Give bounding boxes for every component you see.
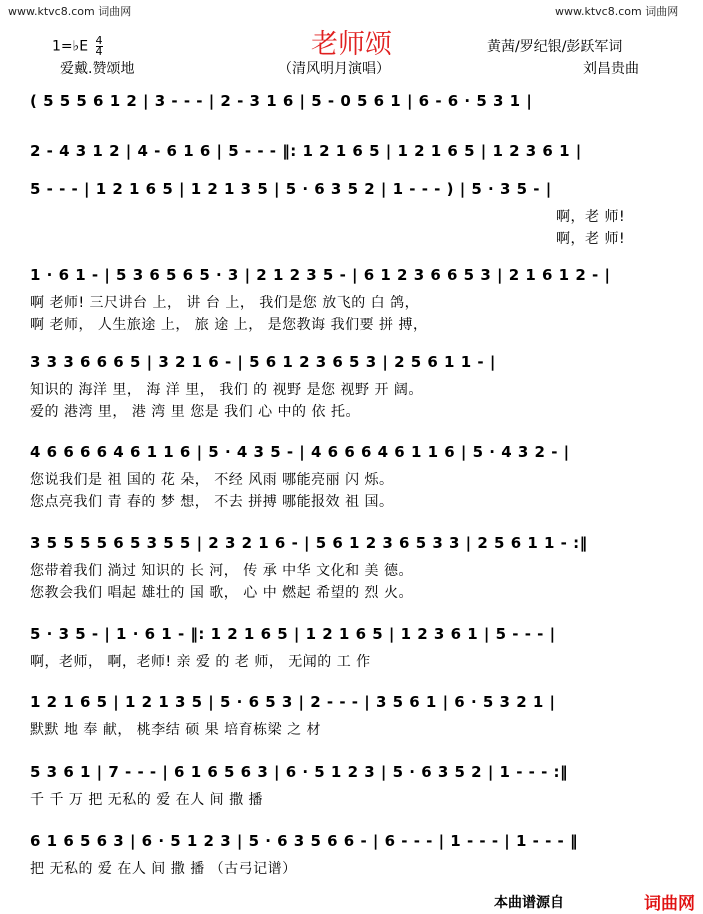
- score-row-6-lyric-2: 您点亮我们 青 春的 梦 想， 不去 拼搏 哪能报效 祖 国。: [30, 494, 394, 510]
- song-title: 老师颂: [311, 29, 392, 60]
- source-note: 本曲谱源自: [494, 895, 564, 911]
- score-row-7-lyric-2: 您教会我们 唱起 雄壮的 国 歌， 心 中 燃起 希望的 烈 火。: [30, 585, 414, 601]
- singer-credit: （清风明月演唱）: [278, 61, 390, 77]
- score-row-9-notes: 1 2 1 6 5 | 1 2 1 3 5 | 5 · 6 5 3 | 2 - - - | 3 5 6 1 | 6 · 5 3 2 1 |: [30, 693, 556, 711]
- score-row-5-lyric-2: 爱的 港湾 里， 港 湾 里 您是 我们 心 中的 依 托。: [30, 404, 360, 420]
- site-logo: 词曲网: [644, 894, 695, 914]
- score-row-2-notes: 2 - 4 3 1 2 | 4 - 6 1 6 | 5 - - - ‖: 1 2 1 6 5 | 1 2 1 6 5 | 1 2 3 6 1 |: [30, 142, 582, 160]
- score-row-6-notes: 4 6 6 6 6 4 6 1 1 6 | 5 · 4 3 5 - | 4 6 6 6 4 6 1 1 6 | 5 · 4 3 2 - |: [30, 443, 570, 461]
- score-row-7-lyric-1: 您带着我们 淌过 知识的 长 河， 传 承 中华 文化和 美 德。: [30, 563, 414, 579]
- score-row-4-lyric-2: 啊 老师， 人生旅途 上， 旅 途 上， 是您教诲 我们要 拼 搏，: [30, 317, 428, 333]
- score-row-10-notes: 5 3 6 1 | 7 - - - | 6 1 6 5 6 3 | 6 · 5 1 2 3 | 5 · 6 3 5 2 | 1 - - - :‖: [30, 763, 569, 781]
- score-row-1-notes: ( 5 5 5 6 1 2 | 3 - - - | 2 - 3 1 6 | 5 - 0 5 6 1 | 6 - 6 · 5 3 1 |: [30, 92, 533, 110]
- score-row-4-lyric-1: 啊 老师! 三尺讲台 上， 讲 台 上， 我们是您 放飞的 白 鸽，: [30, 295, 420, 311]
- watermark-right: www.ktvc8.com 词曲网: [555, 5, 679, 18]
- score-row-9-lyric-1: 默默 地 奉 献， 桃李结 硕 果 培育栋梁 之 材: [30, 722, 322, 738]
- score-row-8-notes: 5 · 3 5 - | 1 · 6 1 - ‖: 1 2 1 6 5 | 1 2 1 6 5 | 1 2 3 6 1 | 5 - - - |: [30, 625, 556, 643]
- time-signature: [96, 36, 103, 57]
- time-bottom: 4: [95, 45, 103, 58]
- score-row-11-lyric-1: 把 无私的 爱 在人 间 撒 播 （古弓记谱）: [30, 861, 297, 877]
- time-top: 4: [95, 34, 103, 47]
- score-row-6-lyric-1: 您说我们是 祖 国的 花 朵， 不经 风雨 哪能亮丽 闪 烁。: [30, 472, 394, 488]
- score-row-3-notes: 5 - - - | 1 2 1 6 5 | 1 2 1 3 5 | 5 · 6 3 5 2 | 1 - - - ) | 5 · 3 5 - |: [30, 180, 552, 198]
- score-row-3-lyric-1: 啊，老 师!: [556, 209, 626, 225]
- composer-credit: 刘昌贵曲: [583, 61, 639, 77]
- lyricist-credit: 黄茜/罗纪银/彭跃军词: [487, 39, 623, 55]
- score-row-8-lyric-1: 啊，老师， 啊，老师! 亲 爱 的 老 师， 无闻的 工 作: [30, 654, 371, 670]
- score-row-7-notes: 3 5 5 5 5 6 5 3 5 5 | 2 3 2 1 6 - | 5 6 1 2 3 6 5 3 3 | 2 5 6 1 1 - :‖: [30, 534, 588, 552]
- score-row-5-notes: 3 3 3 6 6 6 5 | 3 2 1 6 - | 5 6 1 2 3 6 5 3 | 2 5 6 1 1 - |: [30, 353, 496, 371]
- performer-note: 爱戴.赞颂地: [60, 61, 135, 77]
- key-signature: [52, 36, 103, 57]
- key-label: 1=♭E: [52, 38, 89, 55]
- score-row-5-lyric-1: 知识的 海洋 里， 海 洋 里， 我们 的 视野 是您 视野 开 阔。: [30, 382, 423, 398]
- watermark-left: www.ktvc8.com 词曲网: [8, 5, 132, 18]
- score-row-11-notes: 6 1 6 5 6 3 | 6 · 5 1 2 3 | 5 · 6 3 5 6 6 - | 6 - - - | 1 - - - | 1 - - - ‖: [30, 832, 579, 850]
- score-row-4-notes: 1 · 6 1 - | 5 3 6 5 6 5 · 3 | 2 1 2 3 5 - | 6 1 2 3 6 6 5 3 | 2 1 6 1 2 - |: [30, 266, 611, 284]
- score-row-10-lyric-1: 千 千 万 把 无私的 爱 在人 间 撒 播: [30, 792, 264, 808]
- score-row-3-lyric-2: 啊，老 师!: [556, 231, 626, 247]
